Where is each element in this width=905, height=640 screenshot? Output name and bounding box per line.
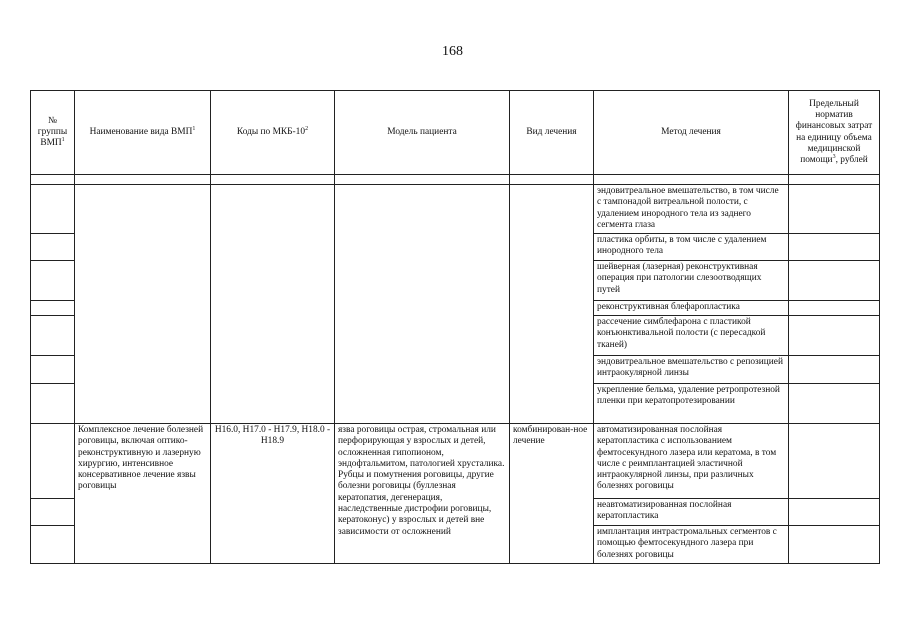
page-number: 168: [442, 44, 463, 59]
table-row: [31, 185, 880, 234]
method-cell: укрепление бельма, удаление ретропротезной пленки при кератопротезировании: [594, 384, 789, 424]
header-method: Метод лечения: [594, 91, 789, 175]
method-cell: пластика орбиты, в том числе с удалением инородного тела: [594, 234, 789, 261]
method-cell: эндовитреальное вмешательство, в том числе с тампонадой витреальной полости, с удалением инородного тела из заднего сегмента глаза: [594, 185, 789, 234]
method-cell: эндовитреальное вмешательство с репозицией интраокулярной линзы: [594, 356, 789, 384]
cell-codes-empty: [211, 185, 335, 424]
method-cell: рассечение симблефарона с пластикой конъюнктивальной полости (с пересадкой тканей): [594, 316, 789, 356]
method-cell: шейверная (лазерная) реконструктивная операция при патологии слезоотводящих путей: [594, 261, 789, 301]
table-row: [31, 424, 880, 499]
cell-name-empty: [75, 185, 211, 424]
method-cell: автоматизированная послойная кератопластика с использованием фемтосекундного лазера или кератома, в том числе с реимплантацией эластичной интраокулярной линзы, при различных болезнях роговицы: [594, 424, 789, 499]
vmp-table: [30, 90, 880, 564]
header-norm: Предельный норматив финансовых затрат на единицу объема медицинской помощи$^3$, рублей: [789, 91, 880, 175]
header-group-no: № группы ВМП$^1$: [31, 91, 75, 175]
cell-patient-model-empty: [335, 185, 510, 424]
cell-treatment-type-empty: [510, 185, 594, 424]
method-cell: имплантация интрастромальных сегментов с помощью фемтосекундного лазера при болезнях роговицы: [594, 526, 789, 564]
treatment-type: комбинирован-ное лечение: [510, 424, 594, 564]
header-name: Наименование вида ВМП$^1$: [75, 91, 211, 175]
header-row: [31, 91, 880, 175]
header-treatment-type: Вид лечения: [510, 91, 594, 175]
method-cell: реконструктивная блефаропластика: [594, 301, 789, 316]
header-codes: Коды по МКБ-$10^2$: [211, 91, 335, 175]
method-cell: неавтоматизированная послойная кератопластика: [594, 499, 789, 526]
header-patient-model: Модель пациента: [335, 91, 510, 175]
patient-model: язва роговицы острая, стромальная или перфорирующая у взрослых и детей, осложненная гипопионом, эндофтальмитом, патологией хрусталика. Рубцы и помутнения роговицы, другие болезни роговицы (буллезная кератопатия, дегенерация, наследственные дистрофии роговицы, кератоконус) у взрослых и детей вне зависимости от осложнений: [335, 424, 510, 564]
spacer-row: [31, 175, 880, 185]
group-name: Комплексное лечение болезней роговицы, включая оптико-реконструктивную и лазерную хирургию, интенсивное консервативное лечение язвы роговицы: [75, 424, 211, 564]
icd-codes: H16.0, H17.0 - H17.9, H18.0 - H18.9: [211, 424, 335, 564]
